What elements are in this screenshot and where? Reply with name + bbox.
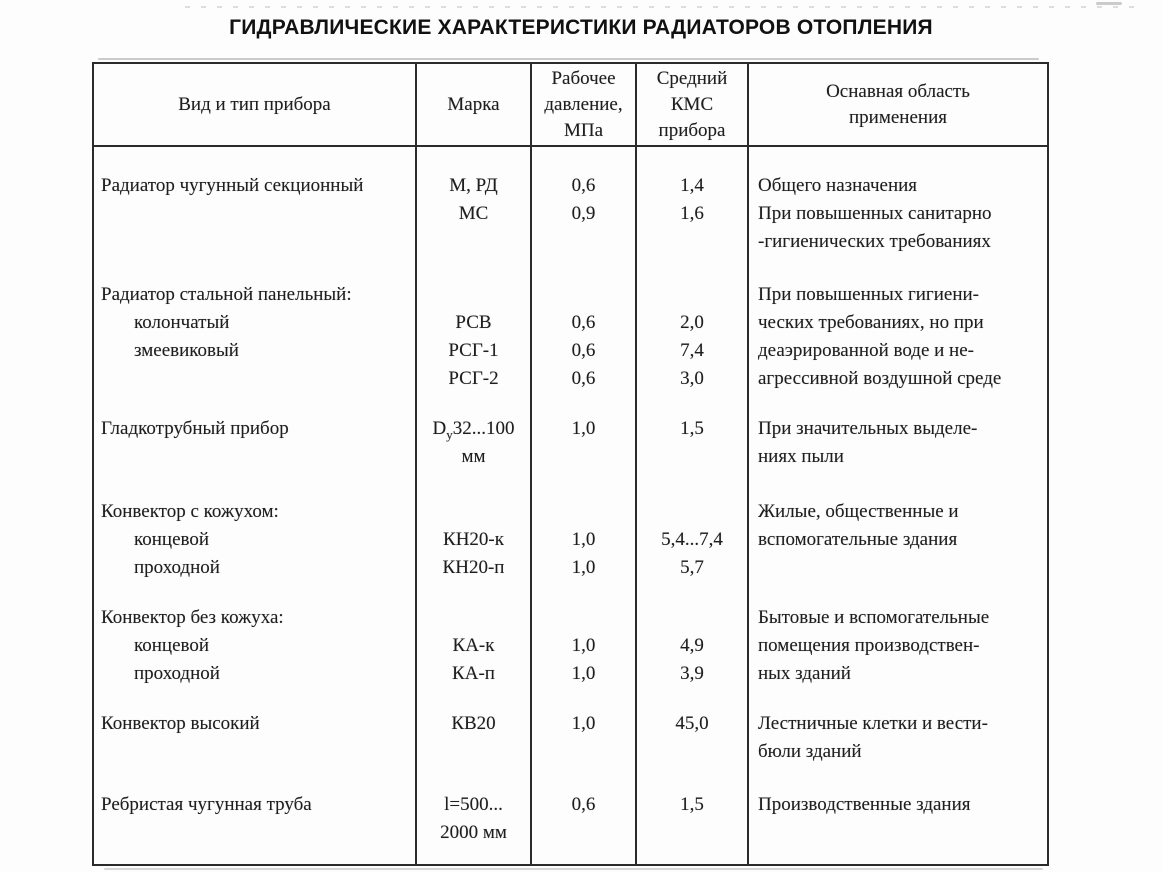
kms-cell-line (637, 819, 747, 847)
brand-cell-line (417, 281, 530, 309)
kms-cell-line (637, 281, 747, 309)
device-cell-line: колончатый (134, 312, 230, 333)
device-cell-line (94, 443, 415, 471)
kms-cell-line: 2,0 (680, 312, 704, 333)
brand-cell-line: КА-п (452, 663, 495, 684)
header-label-line: Рабочее (551, 67, 616, 89)
application-cell-line: Лестничные клетки и вести- (758, 713, 988, 734)
pressure-cell-line: 0,6 (571, 794, 596, 815)
pressure-cell-line: 0,6 (571, 368, 596, 389)
pressure-cell-line (532, 443, 635, 471)
row-group-5-brand (417, 582, 530, 688)
row-group-1-application (749, 147, 1047, 256)
application-cell-line: При значительных выделе- (758, 418, 978, 439)
header-label-line: прибора (658, 119, 726, 141)
pressure-cell-line: 0,6 (571, 175, 596, 196)
application-cell-line: ных зданий (758, 663, 851, 684)
kms-cell-line: 45,0 (675, 713, 709, 734)
row-group-3-brand (417, 393, 530, 471)
row-group-3-kms (637, 393, 747, 471)
header-label-line: Средний (656, 67, 728, 89)
row-group-4-pressure (532, 471, 635, 582)
row-group-3-device (94, 393, 415, 471)
pressure-cell-line (532, 498, 635, 526)
device-cell-line (94, 819, 415, 847)
brand-cell-line: РСГ-1 (448, 340, 499, 361)
brand-cell-line: $D_y32...100$ (432, 418, 515, 442)
application-cell-line: -гигиенических требованиях (758, 231, 991, 252)
kms-cell-line: 3,9 (680, 663, 704, 684)
row-group-4-application (749, 471, 1047, 582)
brand-cell-line: КВ20 (451, 713, 496, 734)
pressure-cell-line: 0,6 (571, 340, 596, 361)
row-group-3-application (749, 393, 1047, 471)
row-group-7-brand (417, 766, 530, 847)
row-group-1-brand (417, 147, 530, 256)
pressure-cell-line (532, 738, 635, 766)
kms-cell-line: 1,5 (680, 418, 704, 439)
application-cell-line: Общего назначения (758, 175, 918, 196)
row-group-7-pressure (532, 766, 635, 847)
header-label-line: давление, (544, 93, 623, 115)
device-cell-line (94, 200, 415, 228)
pressure-cell-line: 0,6 (571, 312, 596, 333)
application-cell-line: Производственные здания (758, 794, 971, 815)
device-cell-line: Радиатор чугунный секционный (101, 175, 364, 196)
application-cell-line (749, 554, 1047, 582)
row-group-3-pressure (532, 393, 635, 471)
row-group-7-kms (637, 766, 747, 847)
pressure-cell-line: 1,0 (571, 418, 596, 439)
device-cell-line: проходной (134, 663, 220, 684)
application-cell-line: помещения производствен- (758, 635, 980, 656)
row-group-2-device (94, 256, 415, 393)
pressure-cell-line: 1,0 (571, 713, 596, 734)
header-label-line: применения (849, 106, 947, 128)
pressure-cell-line (532, 228, 635, 256)
row-group-6-device (94, 688, 415, 766)
device-cell-line (94, 365, 415, 393)
kms-cell-line: 5,4...7,4 (661, 529, 723, 550)
row-group-4-brand (417, 471, 530, 582)
brand-cell-line: КН20-к (443, 529, 504, 550)
brand-cell-line (417, 738, 530, 766)
kms-cell-line (637, 604, 747, 632)
device-cell-line: Ребристая чугунная труба (101, 794, 312, 815)
application-cell-line: вспомогательные здания (758, 529, 958, 550)
device-cell-line (94, 738, 415, 766)
kms-cell-line (637, 228, 747, 256)
kms-cell-line: 1,5 (680, 794, 704, 815)
row-group-4-device (94, 471, 415, 582)
kms-cell-line: 1,6 (680, 203, 704, 224)
kms-cell-line (637, 498, 747, 526)
brand-cell-line: мм (461, 446, 486, 467)
application-cell-line: Жилые, общественные и (758, 501, 959, 522)
header-label-line: Оснавная область (826, 80, 970, 102)
application-cell-line: При повышенных санитарно (758, 203, 992, 224)
brand-cell-line: МС (458, 203, 489, 224)
device-cell-line: проходной (134, 557, 220, 578)
row-group-1-kms (637, 147, 747, 256)
kms-cell-line: 7,4 (680, 340, 704, 361)
device-cell-line: змеевиковый (134, 340, 239, 361)
radiator-characteristics-table (92, 62, 1049, 866)
header-cell-brand (415, 64, 530, 145)
row-group-7-device (94, 766, 415, 847)
scan-artifact-dash (1096, 2, 1122, 5)
device-cell-line: Радиатор стальной панельный: (101, 284, 352, 305)
row-group-6-brand (417, 688, 530, 766)
pressure-cell-line: 1,0 (571, 635, 596, 656)
row-group-1-device (94, 147, 415, 256)
device-cell-line: Конвектор без кожуха: (101, 607, 284, 628)
header-label-line: МПа (563, 119, 604, 141)
brand-cell-line: РСГ-2 (448, 368, 499, 389)
table-column-brand (415, 147, 530, 864)
row-group-5-application (749, 582, 1047, 688)
application-cell-line: агрессивной воздушной среде (758, 368, 1002, 389)
brand-cell-line: РСВ (455, 312, 492, 333)
application-cell-line (749, 819, 1047, 847)
header-label-line: Вид и тип прибора (178, 93, 331, 115)
device-cell-line: концевой (134, 635, 210, 656)
row-group-6-kms (637, 688, 747, 766)
brand-cell-line (417, 228, 530, 256)
header-label-line: КМС (670, 93, 714, 115)
header-cell-kms (635, 64, 747, 145)
header-cell-pressure (530, 64, 635, 145)
scan-artifact-dotted-line (185, 6, 1145, 8)
device-cell-line (94, 228, 415, 256)
row-group-5-pressure (532, 582, 635, 688)
header-cell-device (94, 64, 415, 145)
pressure-cell-line: 1,0 (571, 557, 596, 578)
brand-cell-line: М, РД (449, 175, 498, 196)
row-group-2-kms (637, 256, 747, 393)
table-column-kms (635, 147, 747, 864)
page-title: ГИДРАВЛИЧЕСКИЕ ХАРАКТЕРИСТИКИ РАДИАТОРОВ ОТОПЛЕНИЯ (229, 16, 933, 39)
application-cell-line: ниях пыли (758, 446, 844, 467)
header-cell-application (747, 64, 1047, 145)
row-group-4-kms (637, 471, 747, 582)
brand-cell-line: l=500... (444, 794, 503, 815)
row-group-5-kms (637, 582, 747, 688)
table-column-device (94, 147, 415, 864)
brand-cell-line: КА-к (452, 635, 495, 656)
brand-cell-line: 2000 мм (440, 822, 507, 843)
device-cell-line: концевой (134, 529, 210, 550)
application-cell-line: При повышенных гигиени- (758, 284, 979, 305)
row-group-7-application (749, 766, 1047, 847)
header-label-line: Марка (447, 93, 500, 115)
kms-cell-line: 5,7 (680, 557, 704, 578)
kms-cell-line (637, 443, 747, 471)
device-cell-line: Конвектор высокий (101, 713, 260, 734)
kms-cell-line (637, 738, 747, 766)
pressure-cell-line: 0,9 (571, 203, 596, 224)
row-group-2-brand (417, 256, 530, 393)
table-body (94, 147, 1047, 864)
kms-cell-line: 1,4 (680, 175, 704, 196)
row-group-2-application (749, 256, 1047, 393)
row-group-5-device (94, 582, 415, 688)
row-group-1-pressure (532, 147, 635, 256)
pressure-cell-line (532, 604, 635, 632)
row-group-6-pressure (532, 688, 635, 766)
table-header-row (94, 64, 1047, 147)
application-cell-line: Бытовые и вспомогательные (758, 607, 990, 628)
pressure-cell-line: 1,0 (571, 663, 596, 684)
brand-cell-line (417, 498, 530, 526)
device-cell-line: Гладкотрубный прибор (101, 418, 289, 439)
device-cell-line: Конвектор с кожухом: (101, 501, 279, 522)
application-cell-line: деаэрированной воде и не- (758, 340, 974, 361)
table-column-application (747, 147, 1047, 864)
kms-cell-line: 4,9 (680, 635, 704, 656)
brand-cell-line: КН20-п (442, 557, 505, 578)
pressure-cell-line (532, 281, 635, 309)
row-group-6-application (749, 688, 1047, 766)
pressure-cell-line (532, 819, 635, 847)
kms-cell-line: 3,0 (680, 368, 704, 389)
application-cell-line: ческих требованиях, но при (758, 312, 984, 333)
pressure-cell-line: 1,0 (571, 529, 596, 550)
application-cell-line: бюли зданий (758, 741, 862, 762)
brand-cell-line (417, 604, 530, 632)
row-group-2-pressure (532, 256, 635, 393)
table-column-pressure (530, 147, 635, 864)
